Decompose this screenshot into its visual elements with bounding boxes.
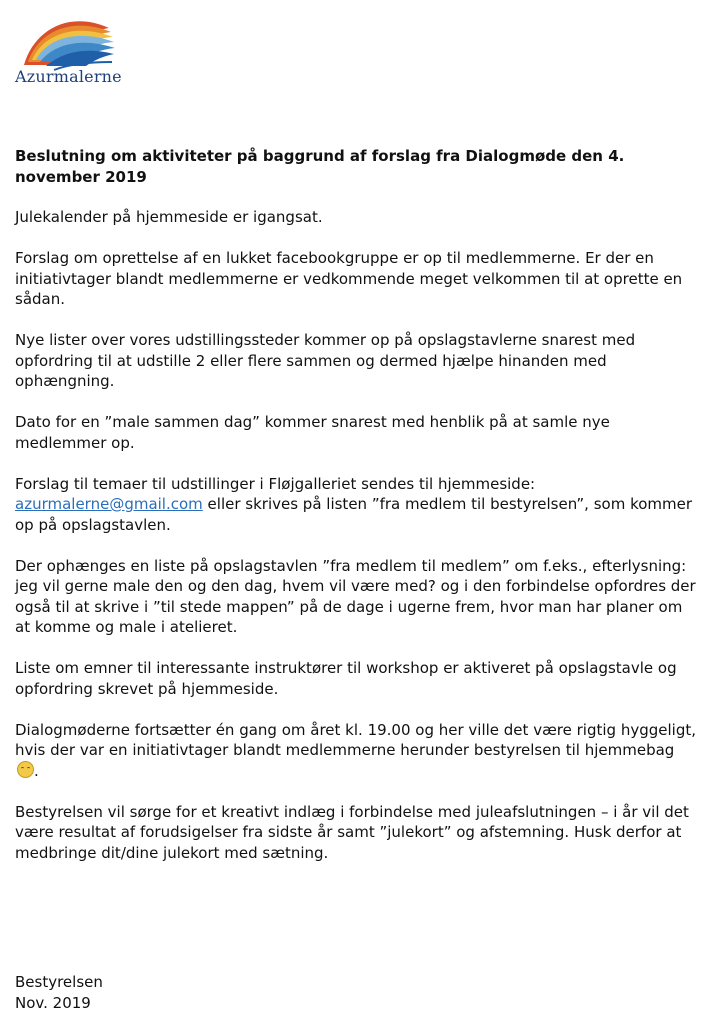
paragraph-ophaenges: Der ophænges en liste på opslagstavlen ”fra medlem til medlem” om f.eks., efterlysning: jeg vil gerne male den og den dag, hvem vil være med? og i den forbindelse opfordres der også til at skrive i ”til stede mappen” på de dage i ugerne frem, hvor man har planer om at komme og male i atelieret. [15,556,696,636]
temaer-text-after: eller skrives på listen ”fra medlem til bestyrelsen”, som kommer op på opslagstavlen. [15,495,693,534]
document-title: Beslutning om aktiviteter på baggrund af forslag fra Dialogmøde den 4. november 2019 [15,147,625,186]
paragraph-workshop: Liste om emner til interessante instruktører til workshop er aktiveret på opslagstavle og opfordring skrevet på hjemmeside. [15,659,677,698]
paragraph-male-sammen: Dato for en ”male sammen dag” kommer snarest med henblik på at samle nye medlemmer op. [15,413,610,452]
dialogmoeder-end: . [34,761,39,780]
smiling-face-icon [17,761,34,778]
signature [15,972,103,1013]
document-body [15,146,698,884]
paragraph-dialogmoeder [15,720,698,782]
email-link[interactable]: azurmalerne@gmail.com [15,495,203,513]
paragraph-juleafslutning: Bestyrelsen vil sørge for et kreativt indlæg i forbindelse med juleafslutningen – i år vil det være resultat af forudsigelser fra sidste år samt ”julekort” og afstemning. Husk derfor at medbringe dit/dine julekort med sætning. [15,802,689,862]
logo-text: Azurmalerne [15,67,122,86]
dialogmoeder-text: Dialogmøderne fortsætter én gang om året kl. 19.00 og her ville det være rigtig hyggeligt, hvis der var en initiativtager blandt medlemmerne herunder bestyrelsen til hjemmebag [15,720,696,759]
temaer-text: Forslag til temaer til udstillinger i Fløjgalleriet sendes til hjemmeside: [15,474,536,493]
sail-logo-icon [14,10,124,74]
paragraph-julekalender: Julekalender på hjemmeside er igangsat. [15,208,323,226]
signature-name: Bestyrelsen [15,973,103,991]
paragraph-temaer [15,474,698,536]
signature-date: Nov. 2019 [15,993,91,1012]
paragraph-facebook: Forslag om oprettelse af en lukket facebookgruppe er op til medlemmerne. Er der en initiativtager blandt medlemmerne er vedkommende meget velkommen til at oprette en sådan. [15,249,683,308]
paragraph-lister: Nye lister over vores udstillingssteder kommer op på opslagstavlerne snarest med opfordring til at udstille 2 eller flere sammen og dermed hjælpe hinanden med ophængning. [15,331,636,390]
